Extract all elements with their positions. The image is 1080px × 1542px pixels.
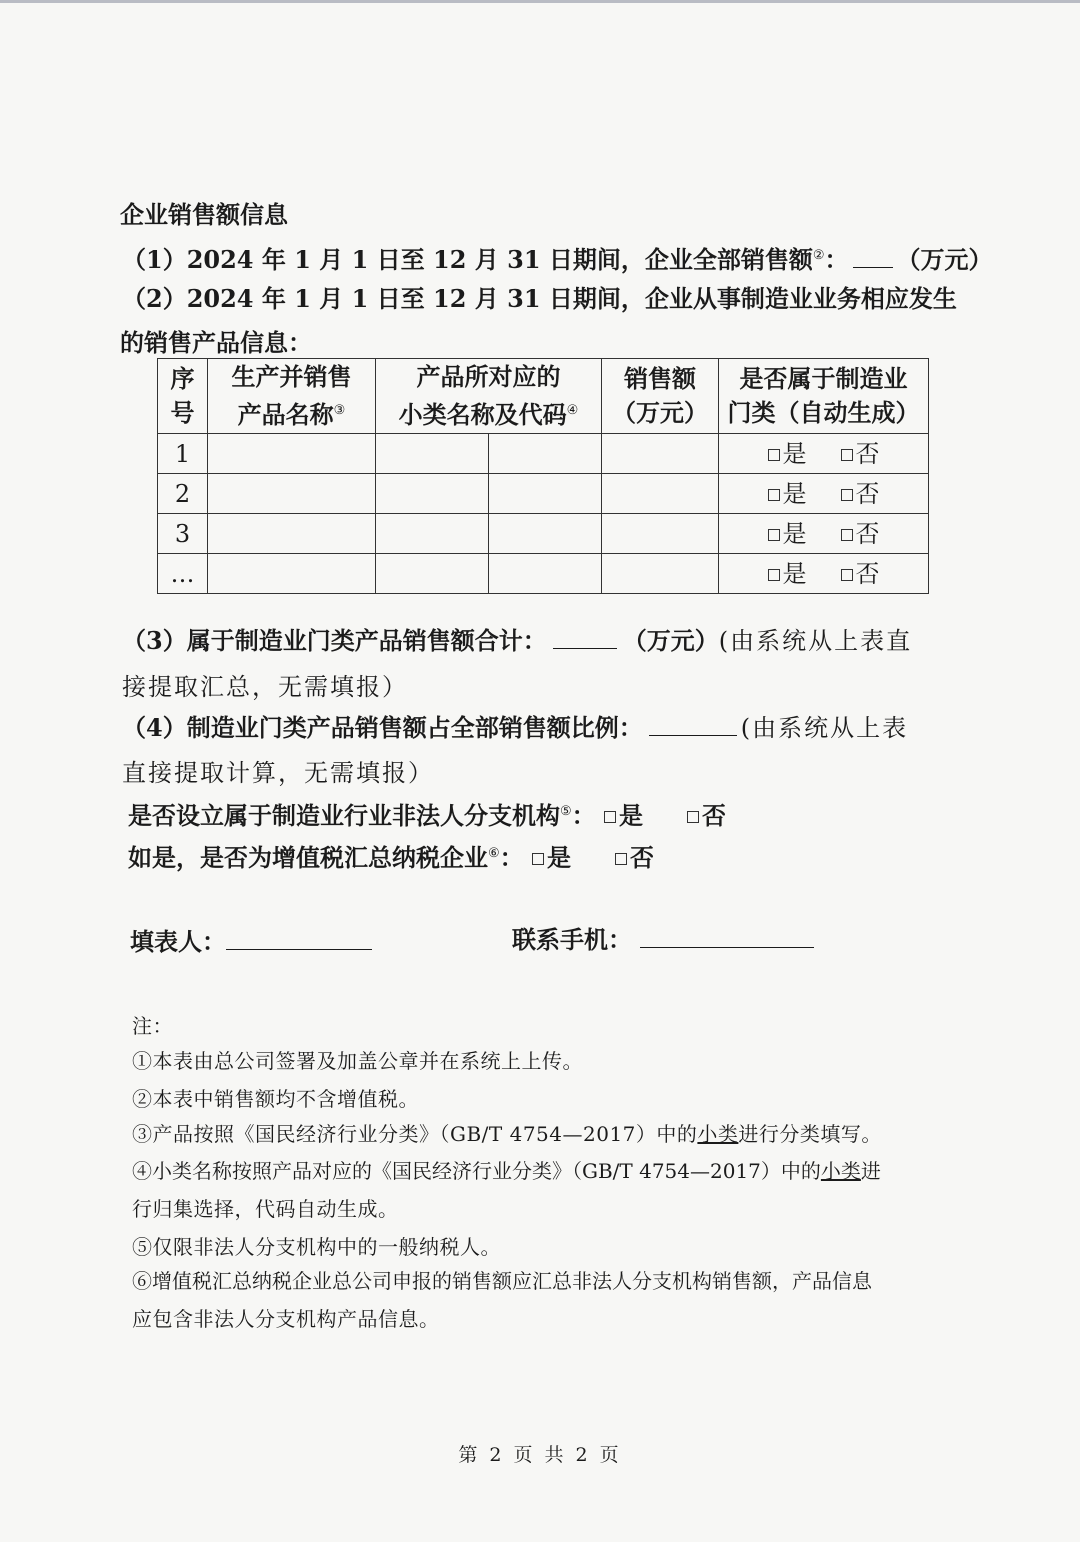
product-info-line2: 的销售产品信息： (120, 328, 312, 357)
table-row (158, 554, 929, 594)
no-option[interactable]: 否 (841, 517, 880, 551)
mfg-total-line (122, 626, 912, 656)
class-name-cell[interactable] (376, 554, 489, 594)
no-option[interactable]: 否 (841, 477, 880, 511)
mfg-total-input[interactable] (553, 626, 617, 649)
product-name-cell[interactable] (208, 474, 376, 514)
total-sales-input[interactable] (853, 245, 893, 268)
footnote-ref-2: ② (812, 248, 825, 263)
table-row (158, 474, 929, 514)
branch-no-option[interactable]: 否 (687, 801, 726, 831)
header-class-code: 产品所对应的 小类名称及代码④ (376, 359, 602, 434)
vat-question: 如是，是否为增值税汇总纳税企业⑥： 是 否 (128, 843, 655, 872)
checkbox-icon[interactable] (841, 449, 853, 461)
header-product-name: 生产并销售 产品名称③ (208, 359, 376, 434)
class-code-cell[interactable] (489, 514, 602, 554)
mfg-choice-cell (719, 554, 929, 594)
amount-cell[interactable] (602, 474, 719, 514)
amount-cell[interactable] (602, 434, 719, 474)
row-seq: 3 (158, 514, 208, 554)
checkbox-icon[interactable] (841, 569, 853, 581)
no-option[interactable]: 否 (841, 557, 880, 591)
section-title: 企业销售额信息 (120, 200, 288, 229)
checkbox-icon[interactable] (841, 529, 853, 541)
scan-top-edge (0, 0, 1080, 3)
branch-yes-option[interactable]: 是 (604, 801, 643, 831)
header-amount: 销售额 （万元） (602, 359, 719, 434)
yes-option[interactable]: 是 (768, 437, 807, 471)
class-code-cell[interactable] (489, 554, 602, 594)
yes-option[interactable]: 是 (768, 517, 807, 551)
yes-option[interactable]: 是 (768, 557, 807, 591)
checkbox-icon[interactable] (604, 811, 616, 823)
header-is-manufacturing: 是否属于制造业 门类（自动生成） (719, 359, 929, 434)
branch-question-text: 是否设立属于制造业行业非法人分支机构 (128, 801, 560, 830)
phone-label: 联系手机： (512, 925, 632, 954)
note-6: ⑥增值税汇总纳税企业总公司申报的销售额应汇总非法人分支机构销售额，产品信息 (132, 1269, 872, 1293)
product-name-cell[interactable] (208, 514, 376, 554)
checkbox-icon[interactable] (768, 569, 780, 581)
note-2: ②本表中销售额均不含增值税。 (132, 1087, 419, 1111)
yes-option[interactable]: 是 (768, 477, 807, 511)
class-name-cell[interactable] (376, 434, 489, 474)
vat-yes-option[interactable]: 是 (532, 843, 571, 873)
vat-no-option[interactable]: 否 (615, 843, 654, 873)
mfg-ratio-label: （4）制造业门类产品销售额占全部销售额比例： (122, 713, 643, 742)
product-name-cell[interactable] (208, 554, 376, 594)
mfg-choice-cell (719, 434, 929, 474)
class-code-cell[interactable] (489, 434, 602, 474)
note-4-line2: 行归集选择，代码自动生成。 (132, 1197, 399, 1221)
product-info-line1: （2）2024 年 1 月 1 日至 12 月 31 日期间，企业从事制造业业务相应发生 (122, 284, 957, 313)
checkbox-icon[interactable] (687, 811, 699, 823)
total-sales-text: （1）2024 年 1 月 1 日至 12 月 31 日期间，企业全部销售额 (122, 245, 813, 274)
checkbox-icon[interactable] (532, 853, 544, 865)
mfg-choice-cell (719, 474, 929, 514)
checkbox-icon[interactable] (841, 489, 853, 501)
mfg-ratio-input[interactable] (649, 713, 737, 736)
checkbox-icon[interactable] (768, 489, 780, 501)
sales-table (157, 358, 929, 594)
mfg-total-note: (由系统从上表直 (718, 627, 913, 655)
class-code-cell[interactable] (489, 474, 602, 514)
checkbox-icon[interactable] (768, 449, 780, 461)
footnote-ref-5: ⑤ (560, 804, 572, 819)
filler-label: 填表人： (130, 927, 226, 956)
mfg-ratio-note: (由系统从上表 (740, 714, 909, 742)
table-row (158, 434, 929, 474)
filler-field (130, 927, 372, 957)
table-row (158, 514, 929, 554)
branch-question: 是否设立属于制造业行业非法人分支机构⑤： 是 否 (128, 801, 727, 830)
mfg-ratio-line (122, 713, 908, 743)
mfg-ratio-note-line2: 直接提取计算，无需填报） (122, 759, 434, 787)
mfg-total-unit: （万元） (622, 626, 719, 655)
no-option[interactable]: 否 (841, 437, 880, 471)
row-seq: 1 (158, 434, 208, 474)
note-4: ④小类名称按照产品对应的《国民经济行业分类》（GB/T 4754—2017）中的小类进 (132, 1159, 881, 1183)
filler-input[interactable] (226, 927, 372, 950)
note-6-line2: 应包含非法人分支机构产品信息。 (132, 1307, 440, 1331)
table-header-row (158, 359, 929, 434)
note-5: ⑤仅限非法人分支机构中的一般纳税人。 (132, 1235, 501, 1259)
checkbox-icon[interactable] (768, 529, 780, 541)
total-sales-line (122, 241, 993, 275)
note-1: ①本表由总公司签署及加盖公章并在系统上上传。 (132, 1049, 583, 1073)
phone-field (512, 925, 814, 955)
class-name-cell[interactable] (376, 514, 489, 554)
mfg-choice-cell (719, 514, 929, 554)
product-name-cell[interactable] (208, 434, 376, 474)
total-sales-colon: ： (824, 245, 849, 274)
row-seq: 2 (158, 474, 208, 514)
footnote-ref-6: ⑥ (488, 846, 500, 861)
total-sales-unit: （万元） (896, 245, 993, 274)
notes-title: 注： (132, 1014, 173, 1038)
class-name-cell[interactable] (376, 474, 489, 514)
header-seq: 序 号 (158, 359, 208, 434)
checkbox-icon[interactable] (615, 853, 627, 865)
note-3: ③产品按照《国民经济行业分类》（GB/T 4754—2017）中的小类进行分类填写。 (132, 1122, 882, 1146)
amount-cell[interactable] (602, 554, 719, 594)
mfg-total-note-line2: 接提取汇总，无需填报） (122, 673, 408, 701)
phone-input[interactable] (640, 925, 814, 948)
vat-question-text: 如是，是否为增值税汇总纳税企业 (128, 843, 488, 872)
row-seq: … (158, 554, 208, 594)
page-number: 第 2 页 共 2 页 (458, 1444, 622, 1466)
mfg-total-label: （3）属于制造业门类产品销售额合计： (122, 626, 547, 655)
amount-cell[interactable] (602, 514, 719, 554)
